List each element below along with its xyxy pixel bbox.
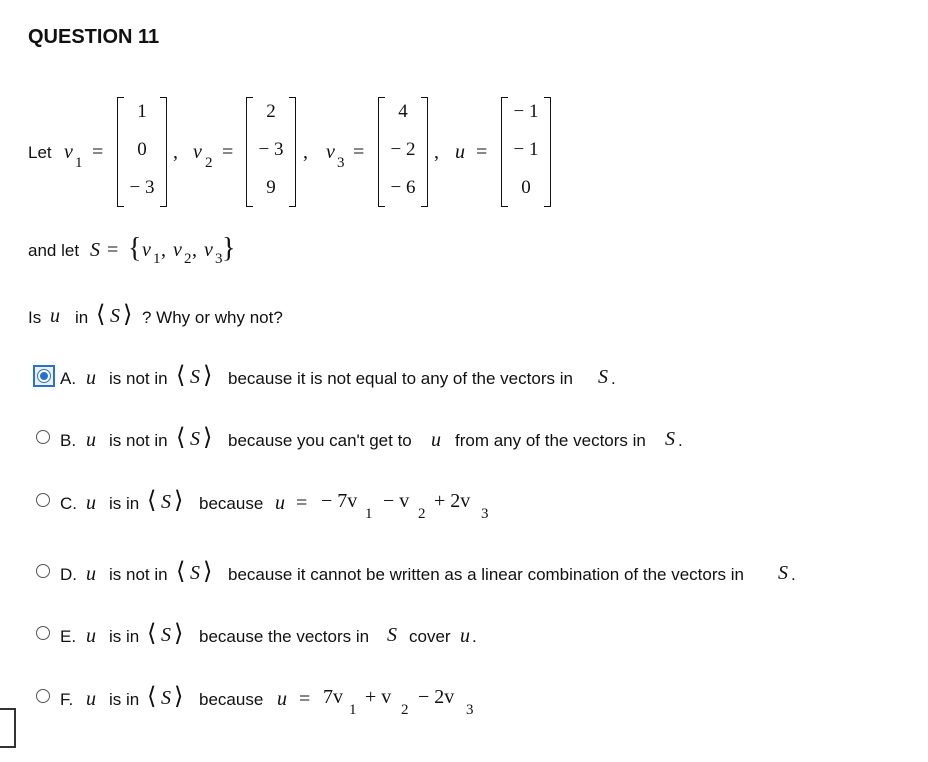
matrix-cell: 4 (398, 101, 408, 122)
v2-equals: = (222, 141, 234, 163)
option-u: u (86, 492, 96, 514)
matrix-cell: 0 (521, 177, 531, 198)
left-angle: ⟨ (147, 486, 157, 514)
let-label: Let (28, 143, 52, 162)
option-end: . (472, 627, 477, 646)
option-text: because (199, 690, 264, 709)
radio-c[interactable] (36, 493, 50, 507)
radio-a-selected[interactable] (33, 365, 55, 387)
and-let-label: and let (28, 241, 80, 260)
matrix-cell: 9 (266, 177, 276, 198)
option-expr-u: u (275, 492, 285, 514)
option-s: S (190, 366, 200, 388)
set-v3-subscript: 3 (215, 251, 223, 267)
set-s: S (90, 239, 100, 261)
v3-subscript: 3 (337, 155, 345, 171)
option-status: is not in (109, 565, 168, 584)
radio-e[interactable] (36, 626, 50, 640)
option-end-u: u (460, 625, 470, 647)
right-angle: ⟩ (174, 682, 184, 710)
option-end: . (611, 369, 616, 388)
option-text2: from any of the vectors in (455, 431, 646, 450)
option-status: is not in (109, 431, 168, 450)
option-sub3: 3 (466, 702, 474, 718)
v1-equals: = (92, 141, 104, 163)
option-letter: F. (60, 690, 74, 709)
right-angle: ⟩ (174, 486, 184, 514)
matrix-v3 (378, 97, 428, 207)
option-s: S (161, 491, 171, 513)
option-u: u (86, 429, 96, 451)
v1-name: v (64, 141, 73, 163)
option-status: is in (109, 627, 140, 646)
option-s: S (190, 428, 200, 450)
matrix-cell: − 1 (513, 101, 539, 122)
left-angle: ⟨ (176, 361, 186, 389)
right-angle: ⟩ (174, 619, 184, 647)
option-u: u (86, 563, 96, 585)
right-angle: ⟩ (203, 361, 213, 389)
v2-subscript: 2 (205, 155, 213, 171)
comma: , (434, 141, 439, 163)
comma: , (192, 239, 197, 261)
u-equals: = (476, 141, 488, 163)
left-angle: ⟨ (176, 423, 186, 451)
option-sub2: 2 (418, 506, 426, 522)
option-text: because the vectors in (199, 627, 370, 646)
matrix-u (501, 97, 551, 207)
left-angle: ⟨ (96, 300, 106, 328)
option-eq: = (296, 492, 308, 514)
matrix-cell: − 2 (390, 139, 416, 160)
left-brace: { (128, 233, 142, 264)
set-v1: v (142, 239, 151, 261)
option-term2: − v (383, 490, 410, 512)
matrix-cell: 1 (137, 101, 147, 122)
matrix-cell: 0 (137, 139, 147, 160)
prompt-is: Is (28, 308, 42, 327)
matrix-cell: − 1 (513, 139, 539, 160)
option-eq: = (299, 688, 311, 710)
left-angle: ⟨ (176, 557, 186, 585)
option-end: . (791, 565, 796, 584)
option-end-s: S (598, 366, 608, 388)
set-v2-subscript: 2 (184, 251, 192, 267)
matrix-cell: 2 (266, 101, 276, 122)
comma: , (173, 141, 178, 163)
option-u: u (86, 367, 96, 389)
question-title: QUESTION 11 (28, 26, 160, 48)
right-angle: ⟩ (123, 300, 133, 328)
option-term3: + 2v (434, 490, 471, 512)
option-end: . (678, 431, 683, 450)
comma: , (161, 239, 166, 261)
left-angle: ⟨ (147, 619, 157, 647)
prompt-tail: ? Why or why not? (142, 308, 283, 327)
matrix-cell: − 3 (258, 139, 284, 160)
right-brace: } (222, 233, 236, 264)
option-expr-u: u (277, 688, 287, 710)
option-text: because you can't get to (228, 431, 412, 450)
option-s: S (161, 687, 171, 709)
option-u: u (86, 688, 96, 710)
option-status: is not in (109, 369, 168, 388)
v1-subscript: 1 (75, 155, 83, 171)
option-text: because (199, 494, 264, 513)
option-letter: E. (60, 627, 77, 646)
u-name: u (455, 141, 465, 163)
prompt-u: u (50, 305, 60, 327)
option-term2: + v (365, 686, 392, 708)
option-mid-u: u (431, 429, 441, 451)
option-s: S (190, 562, 200, 584)
option-letter: B. (60, 431, 77, 450)
option-status: is in (109, 690, 140, 709)
option-letter: D. (60, 565, 77, 584)
v3-equals: = (353, 141, 365, 163)
set-v3: v (204, 239, 213, 261)
option-sub1: 1 (349, 702, 357, 718)
option-sub3: 3 (481, 506, 489, 522)
option-letter: A. (60, 369, 77, 388)
set-v2: v (173, 239, 182, 261)
option-s: S (161, 624, 171, 646)
comma: , (303, 141, 308, 163)
option-term1: − 7v (321, 490, 358, 512)
prompt-s: S (110, 305, 120, 327)
radio-b[interactable] (36, 430, 50, 444)
option-mid-s: S (387, 624, 397, 646)
v2-name: v (193, 141, 202, 163)
radio-d[interactable] (36, 564, 50, 578)
right-angle: ⟩ (203, 423, 213, 451)
option-end-s: S (778, 562, 788, 584)
set-v1-subscript: 1 (153, 251, 161, 267)
option-term3: − 2v (418, 686, 455, 708)
option-text: because it is not equal to any of the vectors in (228, 369, 573, 388)
option-text2: cover (409, 627, 451, 646)
option-status: is in (109, 494, 140, 513)
right-angle: ⟩ (203, 557, 213, 585)
v3-name: v (326, 141, 335, 163)
set-equals: = (107, 239, 119, 261)
option-u: u (86, 625, 96, 647)
prompt-in: in (75, 308, 89, 327)
option-end-s: S (665, 428, 675, 450)
matrix-v1 (117, 97, 167, 207)
option-text: because it cannot be written as a linear combination of the vectors in (228, 565, 744, 584)
radio-f[interactable] (36, 689, 50, 703)
option-sub2: 2 (401, 702, 409, 718)
option-term1: 7v (323, 686, 343, 708)
left-angle: ⟨ (147, 682, 157, 710)
side-panel-tab[interactable] (0, 708, 16, 748)
option-letter: C. (60, 494, 77, 513)
matrix-cell: − 3 (129, 177, 155, 198)
matrix-v2 (246, 97, 296, 207)
option-sub1: 1 (365, 506, 373, 522)
matrix-cell: − 6 (390, 177, 416, 198)
